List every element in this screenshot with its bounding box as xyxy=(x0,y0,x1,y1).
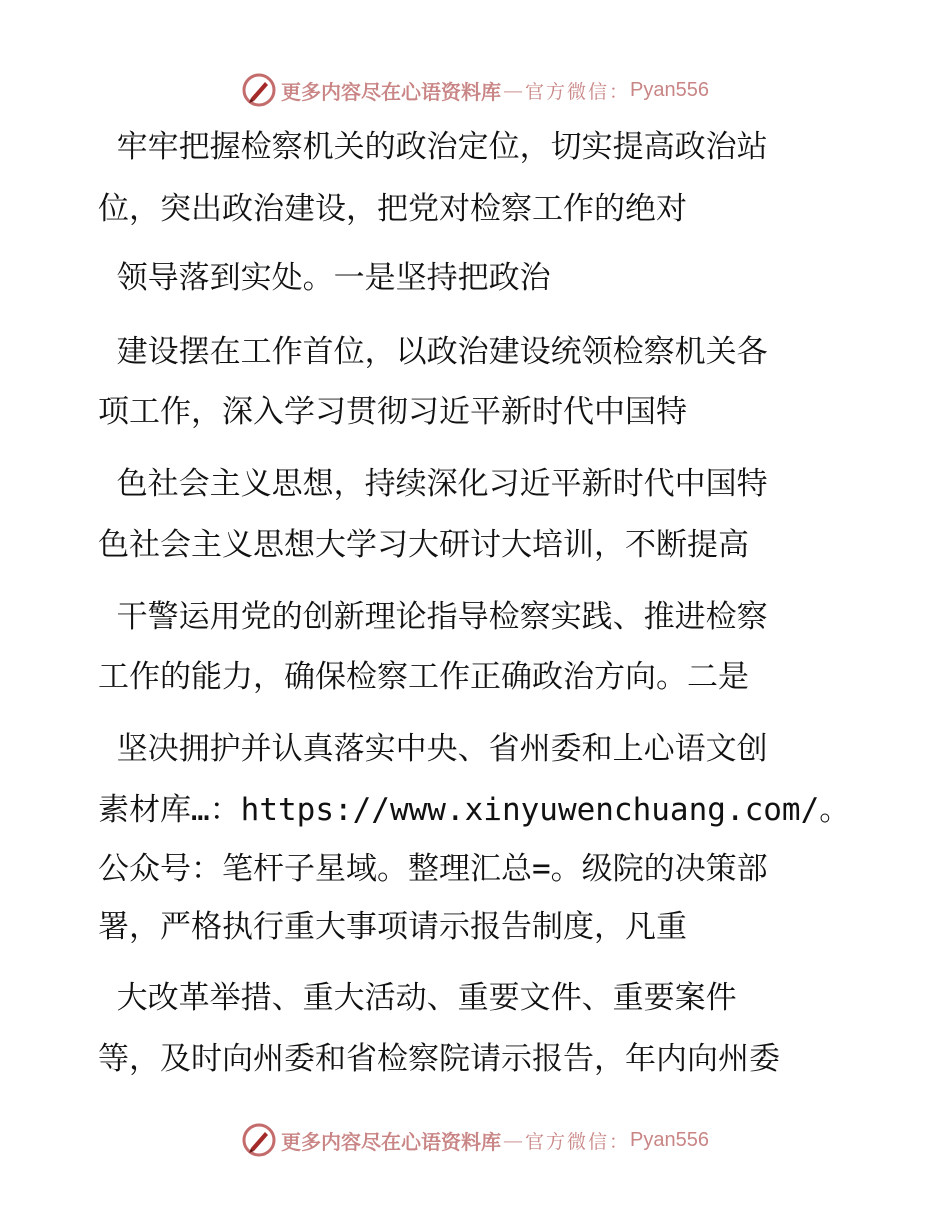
body-line: 素材库…：https://www.xinyuwenchuang.com/。 xyxy=(98,792,851,828)
body-line: 色社会主义思想大学习大研讨大培训，不断提高 xyxy=(98,527,749,563)
body-line: 牢牢把握检察机关的政治定位，切实提高政治站 xyxy=(98,129,768,165)
body-line: 大改革举措、重大活动、重要文件、重要案件 xyxy=(98,980,737,1016)
body-line: 位，突出政治建设，把党对检察工作的绝对 xyxy=(98,191,687,227)
body-line: 领导落到实处。一是坚持把政治 xyxy=(98,260,551,296)
body-line: 色社会主义思想，持续深化习近平新时代中国特 xyxy=(98,466,768,502)
watermark-wechat-id: Pyan556 xyxy=(630,78,709,101)
watermark-official-label: 官方微信： xyxy=(525,80,631,103)
watermark-dash: — xyxy=(503,78,523,102)
body-line: 建设摆在工作首位，以政治建设统领检察机关各 xyxy=(98,334,768,370)
footer-watermark xyxy=(0,1120,950,1160)
pen-logo-icon xyxy=(241,1122,277,1158)
watermark-dash: — xyxy=(503,1128,523,1152)
watermark-wechat-id: Pyan556 xyxy=(630,1128,709,1151)
body-line: 坚决拥护并认真落实中央、省州委和上心语文创 xyxy=(98,731,768,767)
body-line: 公众号：笔杆子星域。整理汇总=。级院的决策部 xyxy=(98,851,768,887)
body-line: 署，严格执行重大事项请示报告制度，凡重 xyxy=(98,909,687,945)
body-line: 等，及时向州委和省检察院请示报告，年内向州委 xyxy=(98,1041,780,1077)
watermark-main-text: 更多内容尽在心语资料库 xyxy=(281,1129,501,1154)
body-line: 干警运用党的创新理论指导检察实践、推进检察 xyxy=(98,599,768,635)
watermark-official-label: 官方微信： xyxy=(525,1130,631,1153)
body-line: 工作的能力，确保检察工作正确政治方向。二是 xyxy=(98,659,749,695)
watermark-main-text: 更多内容尽在心语资料库 xyxy=(281,79,501,104)
body-line: 项工作，深入学习贯彻习近平新时代中国特 xyxy=(98,394,687,430)
